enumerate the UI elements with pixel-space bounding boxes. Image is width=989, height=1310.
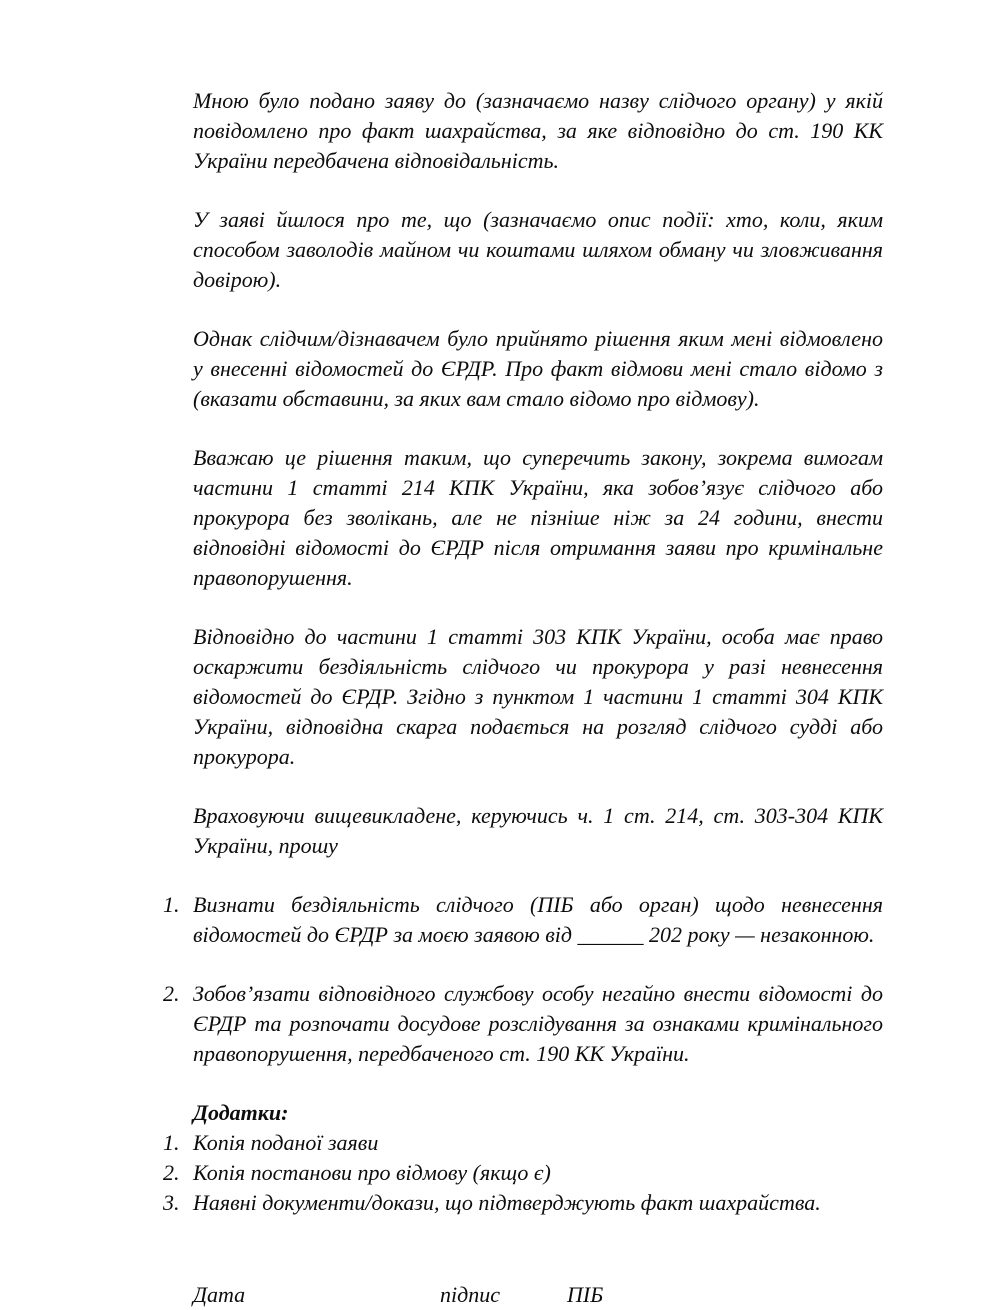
attachment-item-1 [163,1128,883,1158]
paragraph-refusal-decision: Однак слідчим/дізнавачем було прийнято рішення яким мені відмовлено у внесенні відомостей до ЄРДР. Про факт відмови мені стало відомо з (вказати обставини, за яких вам стало відомо про відмову). [193,326,883,411]
demand-item-1 [163,890,883,950]
paragraph-legal-grounds-303-304: Відповідно до частини 1 статті 303 КПК України, особа має право оскаржити бездіяльність слідчого чи прокурора у разі невнесення відомостей до ЄРДР. Згідно з пунктом 1 частини 1 статті 304 КПК України, відповідна скарга подається на розгляд слідчого судді або прокурора. [193,624,883,769]
attachment-item-2-number: 2. [163,1160,180,1185]
paragraph-statement-filed: Мною було подано заяву до (зазначаємо назву слідчого органу) у якій повідомлено про факт шахрайства, за яке відповідно до ст. 190 КК України передбачена відповідальність. [193,88,883,173]
demand-item-2-text: Зобов’язати відповідного службову особу негайно внести відомості до ЄРДР та розпочати досудове розслідування за ознаками кримінального правопорушення, передбаченого ст. 190 КК України. [193,981,883,1066]
signature-name-label: ПІБ [567,1282,604,1307]
attachment-item-2 [163,1158,883,1188]
attachment-item-3-text: Наявні документи/докази, що підтверджують факт шахрайства. [193,1190,821,1215]
attachment-item-1-number: 1. [163,1130,180,1155]
signature-sign-label: підпис [440,1282,501,1307]
paragraph-legal-grounds-214: Вважаю це рішення таким, що суперечить закону, зокрема вимогам частини 1 статті 214 КПК України, яка зобов’язує слідчого або прокурора без зволікань, але не пізніше ніж за 24 години, внести відповідні відомості до ЄРДР після отримання заяви про кримінальне правопорушення. [193,445,883,590]
paragraph-request-intro: Враховуючи вищевикладене, керуючись ч. 1 ст. 214, ст. 303-304 КПК України, прошу [193,803,883,858]
attachments-heading: Додатки: [193,1100,289,1125]
demand-item-2-number: 2. [163,981,180,1006]
demand-item-1-text: Визнати бездіяльність слідчого (ПІБ або орган) щодо невнесення відомостей до ЄРДР за моєю заявою від ______ 202 року — незаконною. [193,892,883,947]
attachment-item-2-text: Копія постанови про відмову (якщо є) [193,1160,551,1185]
demand-item-2 [163,979,883,1069]
paragraph-statement-content: У заяві йшлося про те, що (зазначаємо опис події: хто, коли, яким способом заволодів майном чи коштами шляхом обману чи зловживання довірою). [193,207,883,292]
signature-line [193,1280,883,1310]
demand-item-1-number: 1. [163,892,180,917]
signature-date-label: Дата [193,1282,246,1307]
attachment-item-1-text: Копія поданої заяви [193,1130,379,1155]
attachment-item-3 [163,1188,883,1218]
attachment-item-3-number: 3. [163,1190,180,1215]
